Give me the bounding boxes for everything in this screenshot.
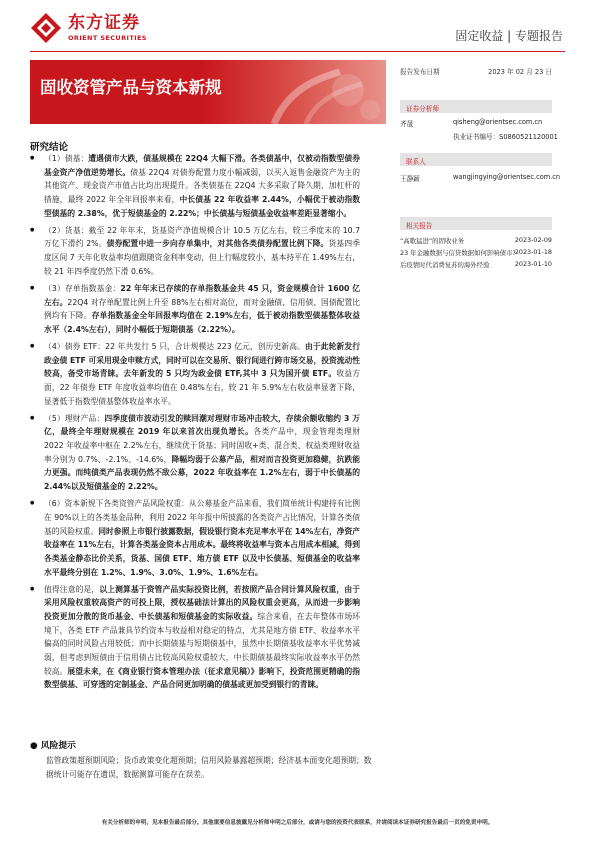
conclusion-bullet bbox=[30, 583, 360, 692]
related-report-title[interactable]: “高歌猛进”的固收业务 bbox=[400, 237, 465, 245]
analyst-name: 齐晟 bbox=[400, 120, 414, 128]
related-report-date: 2023-01-18 bbox=[514, 248, 552, 256]
risk-heading: ● 风险提示 bbox=[30, 741, 76, 751]
bullet-highlight: 遭遇债市大跌，债基规模在 22Q4 大幅下滑。各类债基中，仅被动指数型债券基金资产净值逆势增长。 bbox=[44, 154, 360, 177]
page-header bbox=[0, 0, 595, 52]
analyst-cert-number: 执业证书编号：S0860521120001 bbox=[453, 133, 558, 141]
bullet-text: 值得注意的是， bbox=[44, 584, 100, 594]
bullet-text: （2）货基：截至 22 年年末，货基资产净值规模合计 10.5 万亿左右，较三季度末的 10.7 万亿下滑约 2%。 bbox=[44, 225, 360, 249]
related-report-date: 2023-01-10 bbox=[514, 260, 552, 268]
footer-disclaimer: 有关分析师的申明，见本报告最后部分。其他重要信息披露见分析师申明之后部分，或请与您的投资代表联系，并请阅读本证券研究报告最后一页的免责申明。 bbox=[101, 820, 494, 826]
bullet-highlight: 22 年年末已存续的存单指数基金共 45 只，资金规模合计 1600 亿左右。 bbox=[44, 283, 360, 307]
banner-decoration-icon bbox=[236, 60, 386, 124]
conclusion-bullet bbox=[30, 340, 360, 408]
orient-logo-icon bbox=[30, 12, 62, 44]
risk-title: 风险提示 bbox=[40, 741, 76, 751]
related-report-title[interactable]: 后疫情时代消费复苏的海外经验 bbox=[400, 261, 490, 269]
related-report-date: 2023-02-09 bbox=[514, 236, 552, 244]
contact-section-header bbox=[400, 153, 552, 166]
brand-name-cn: 东方证券 bbox=[68, 13, 140, 33]
bullet-text: 综合来看，在去年整体市场环境下，各类 ETF 产品兼具节约资本与收益相对稳定的特点，尤其是地方债 ETF、收益率水平偏高的同时风险占用较低；而中长期债基与短期债基中，虽然中长期债基收益率水平优势减弱，但考虑到短债由于信用债占比较高风险权重较大，中长期债基最终实际收益率水平仍然较高。 bbox=[44, 612, 360, 676]
conclusion-bullet bbox=[30, 282, 360, 337]
bullet-highlight: 降幅均弱于公募产品，相对而言投资更加稳健，抗跌能力更强。而纯债类产品表现仍然不敌公募，2022 年收益率在 1.2%左右，弱于中长债基的 2.44%以及短债基金的 2.22%。 bbox=[44, 454, 360, 492]
analyst-section-title: 证券分析师 bbox=[406, 104, 439, 113]
bullet-text: （3）存单指数基金： bbox=[44, 283, 121, 293]
title-banner bbox=[30, 60, 386, 124]
analyst-email[interactable]: qisheng@orientsec.com.cn bbox=[453, 118, 543, 126]
bullet-text: 债基 22Q4 对债券配置力度小幅减弱，以买入返售金融资产为主的其他资产、现金资产市值占比均出现提升。各类债基在 22Q4 大多采取了降久期、加杠杆的措施，最终 2022 年全年回报率来看， bbox=[44, 167, 360, 204]
conclusion-bullet bbox=[30, 224, 360, 279]
brand-logo bbox=[30, 12, 160, 46]
conclusion-bullet bbox=[30, 152, 360, 220]
bullet-highlight: 债券配置中进一步向存单集中，对其他各类债券配置比例下降。 bbox=[106, 239, 329, 249]
bullet-highlight: 以上测算基于资管产品实际投资比例，若按照产品合同计算风险权重，由于采用风险权重较高资产的可投上限，授权基础法计算出的风险权重会更高，从而进一步影响投资更加分散的货币基金、中长债基和短债基金的实际收益。 bbox=[44, 584, 360, 621]
bullet-highlight: 展望未来，在《商业银行资本管理办法（征求意见稿）》影响下，投资范围更精确的指数型债基、可穿透的定制基金、产品合同更加明确的债基或更加受到银行的青睐。 bbox=[44, 666, 360, 690]
related-reports-title: 相关报告 bbox=[406, 221, 433, 230]
contact-email[interactable]: wangjingying@orientsec.com.cn bbox=[453, 173, 561, 181]
bullet-highlight: 四季度债市波动引发的赎回潮对理财市场冲击较大，存续余额收缩约 3 万亿，最终全年理财规模在 2019 年以来首次出现负增长。 bbox=[44, 413, 360, 437]
header-divider bbox=[30, 51, 565, 52]
conclusion-bullet bbox=[30, 497, 360, 579]
conclusion-bullet bbox=[30, 412, 360, 494]
contact-name: 王静颖 bbox=[400, 175, 420, 183]
related-report-title[interactable]: 23 年金融数据与信贷数据如何影响债市? bbox=[400, 249, 516, 257]
bullet-highlight: 存单指数基金全年回报率均值在 2.19%左右，低于被动指数型债基整体收益水平（2.4%左右），同时小幅低于短期债基（2.22%）。 bbox=[44, 311, 360, 334]
conclusion-list bbox=[30, 152, 360, 695]
brand-name-en: ORIENT SECURITIES bbox=[68, 34, 147, 42]
bullet-text: （5）理财产品： bbox=[44, 413, 105, 423]
report-title: 固收资管产品与资本新规 bbox=[40, 78, 222, 97]
risk-text: 监管政策超预期风险；货币政策变化超预期；信用风险暴露超预期；经济基本面变化超预期；数据统计可能存在遗误，数据测算可能存在误差。 bbox=[46, 756, 372, 779]
contact-section-title: 联系人 bbox=[406, 157, 426, 166]
bullet-text: （6）资本新规下各类资管产品风险权重：从公募基金产品来看，我们简单统计构建持有比例在 90%以上的各类基金品种，利用 2022 年年报中所披露的各类资产占比情况，计算各类债基的风险权重。 bbox=[44, 499, 360, 536]
analyst-section-header bbox=[400, 100, 552, 113]
bullet-text: 各类产品中，现金管理类理财 2022 年收益率中枢在 2.2%左右，继续优于货基；同时固收+类、混合类、权益类理财收益率分别为 0.7%、-2.1%、-14.6%， bbox=[44, 427, 360, 464]
bullet-text: 收益方面，22 年债券 ETF 年度收益率均值在 0.48%左右，较 21 年 5.9%左右收益率显著下降，显著低于指数型债基整体收益率水平。 bbox=[44, 369, 360, 406]
bullet-highlight: 同时参照上市银行披露数据，假设银行资本充足率水平在 14%左右，净资产收益率在 11%左右，计算各类基金资本占用成本。最终将收益率与资本占用成本相减，得到各类基金静态比价关系，货基、国债 ETF、地方债 ETF 以及中长债基、短债基金的收益率水平最终分别在 1.2%、1.9%、3.0%、1.9%、1.6%左右。 bbox=[44, 526, 360, 577]
publish-date-label: 报告发布日期 bbox=[400, 68, 440, 76]
bullet-text: （4）债券 ETF：22 年共发行 5 只，合计规模达 223 亿元，创历史新高。 bbox=[44, 342, 306, 352]
publish-date: 2023 年 02 月 23 日 bbox=[488, 68, 552, 76]
bullet-highlight: 由于此轮新发行政金债 ETF 可采用现金申赎方式，同时可以在交易所、银行间进行跨市场交易，投资流动性较高，备受市场青睐。去年新发的 5 只均为政金债 ETF,其中 3 只为国开债 ETF。 bbox=[44, 342, 360, 379]
bullet-text: 22Q4 对存单配置比例上升至 88%左右相对高位，而对金融债、信用债、国债配置比例均有下降。 bbox=[44, 297, 360, 321]
bullet-highlight: 中长债基 22 年收益率 2.44%，小幅优于被动指数型债基的 2.38%，优于短债基金的 2.22%；中长债基与短债基金收益率差距显著缩小。 bbox=[44, 194, 360, 218]
related-reports-header bbox=[400, 217, 552, 230]
research-conclusion-heading: 研究结论 bbox=[30, 142, 69, 153]
bullet-text: 货基四季度区间 7 天年化收益率均值跟随资金利率变动，但上行幅度较小，基本持平在 1.49%左右，较 21 年四季度仍然下滑 0.6%。 bbox=[44, 239, 360, 276]
report-section-label: 固定收益 | 专题报告 bbox=[455, 29, 563, 43]
bullet-text: （1）债基： bbox=[44, 154, 89, 163]
